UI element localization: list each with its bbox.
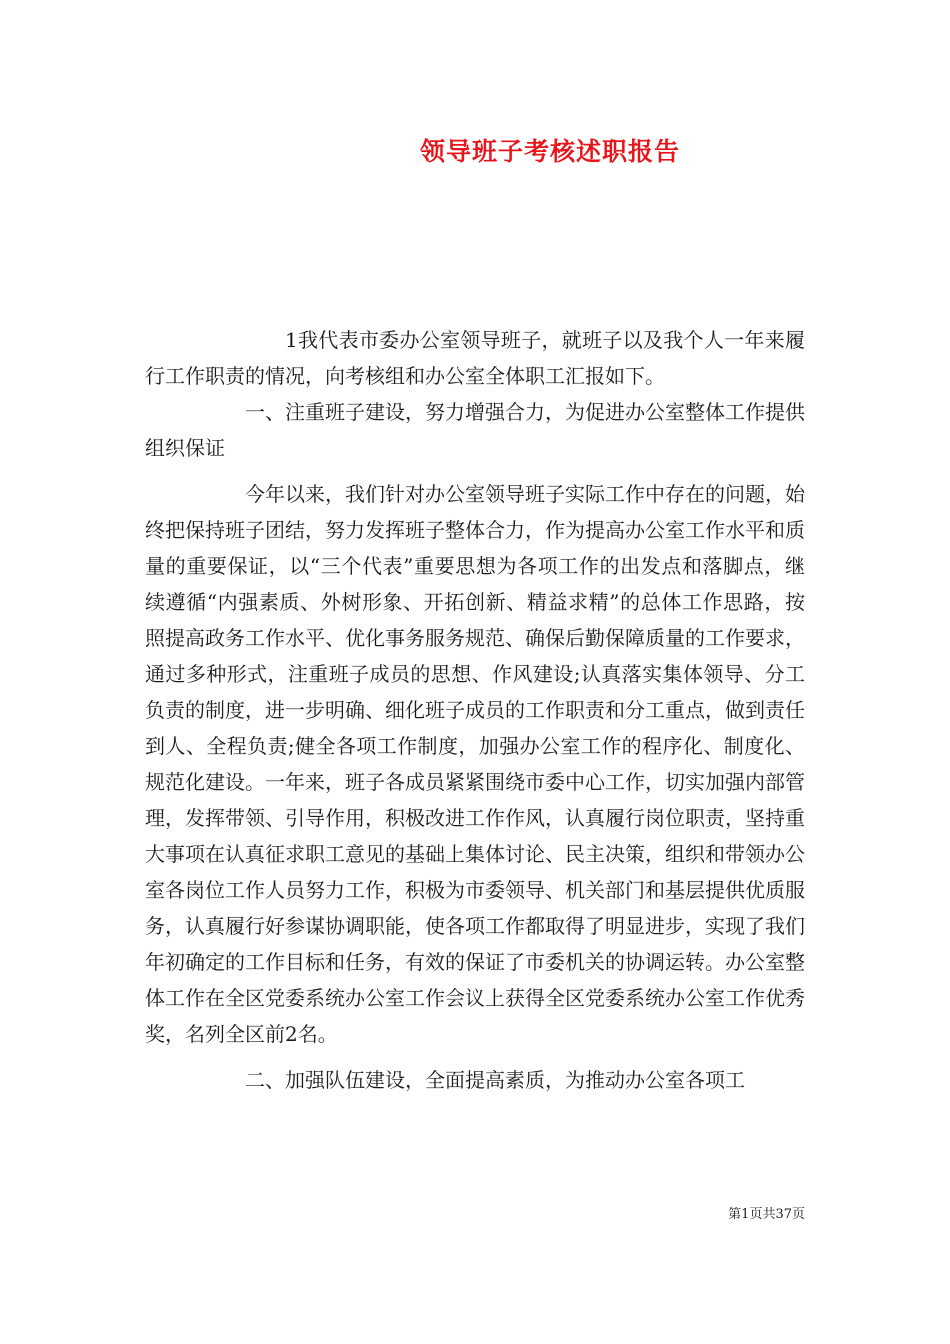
- document-title: 领导班子考核述职报告: [419, 137, 680, 166]
- section-heading-2: 二、加强队伍建设，全面提高素质，为推动办公室各项工: [245, 1068, 745, 1092]
- paragraph-intro: 1我代表市委办公室领导班子，就班子以及我个人一年来履行工作职责的情况，向考核组和办公室全体职工汇报如下。: [145, 328, 805, 388]
- section-heading-1: 一、注重班子建设，努力增强合力，为促进办公室整体工作提供组织保证: [145, 400, 805, 460]
- page-number: 第1页共37页: [728, 1207, 805, 1222]
- paragraph-body: 今年以来，我们针对办公室领导班子实际工作中存在的问题，始终把保持班子团结，努力发挥班子整体合力，作为提高办公室工作水平和质量的重要保证，以“三个代表”重要思想为各项工作的出发点和落脚点，继续遵循“内强素质、外树形象、开拓创新、精益求精”的总体工作思路，按照提高政务工作水平、优化事务服务规范、确保后勤保障质量的工作要求，通过多种形式，注重班子成员的思想、作风建设;认真落实集体领导、分工负责的制度，进一步明确、细化班子成员的工作职责和分工重点，做到责任到人、全程负责;健全各项工作制度，加强办公室工作的程序化、制度化、规范化建设。一年来，班子各成员紧紧围绕市委中心工作，切实加强内部管理，发挥带领、引导作用，积极改进工作作风，认真履行岗位职责，坚持重大事项在认真征求职工意见的基础上集体讨论、民主决策，组织和带领办公室各岗位工作人员努力工作，积极为市委领导、机关部门和基层提供优质服务，认真履行好参谋协调职能，使各项工作都取得了明显进步，实现了我们年初确定的工作目标和任务，有效的保证了市委机关的协调运转。办公室整体工作在全区党委系统办公室工作会议上获得全区党委系统办公室工作优秀奖，名列全区前2名。: [145, 482, 805, 1046]
- document-body: [145, 322, 805, 1098]
